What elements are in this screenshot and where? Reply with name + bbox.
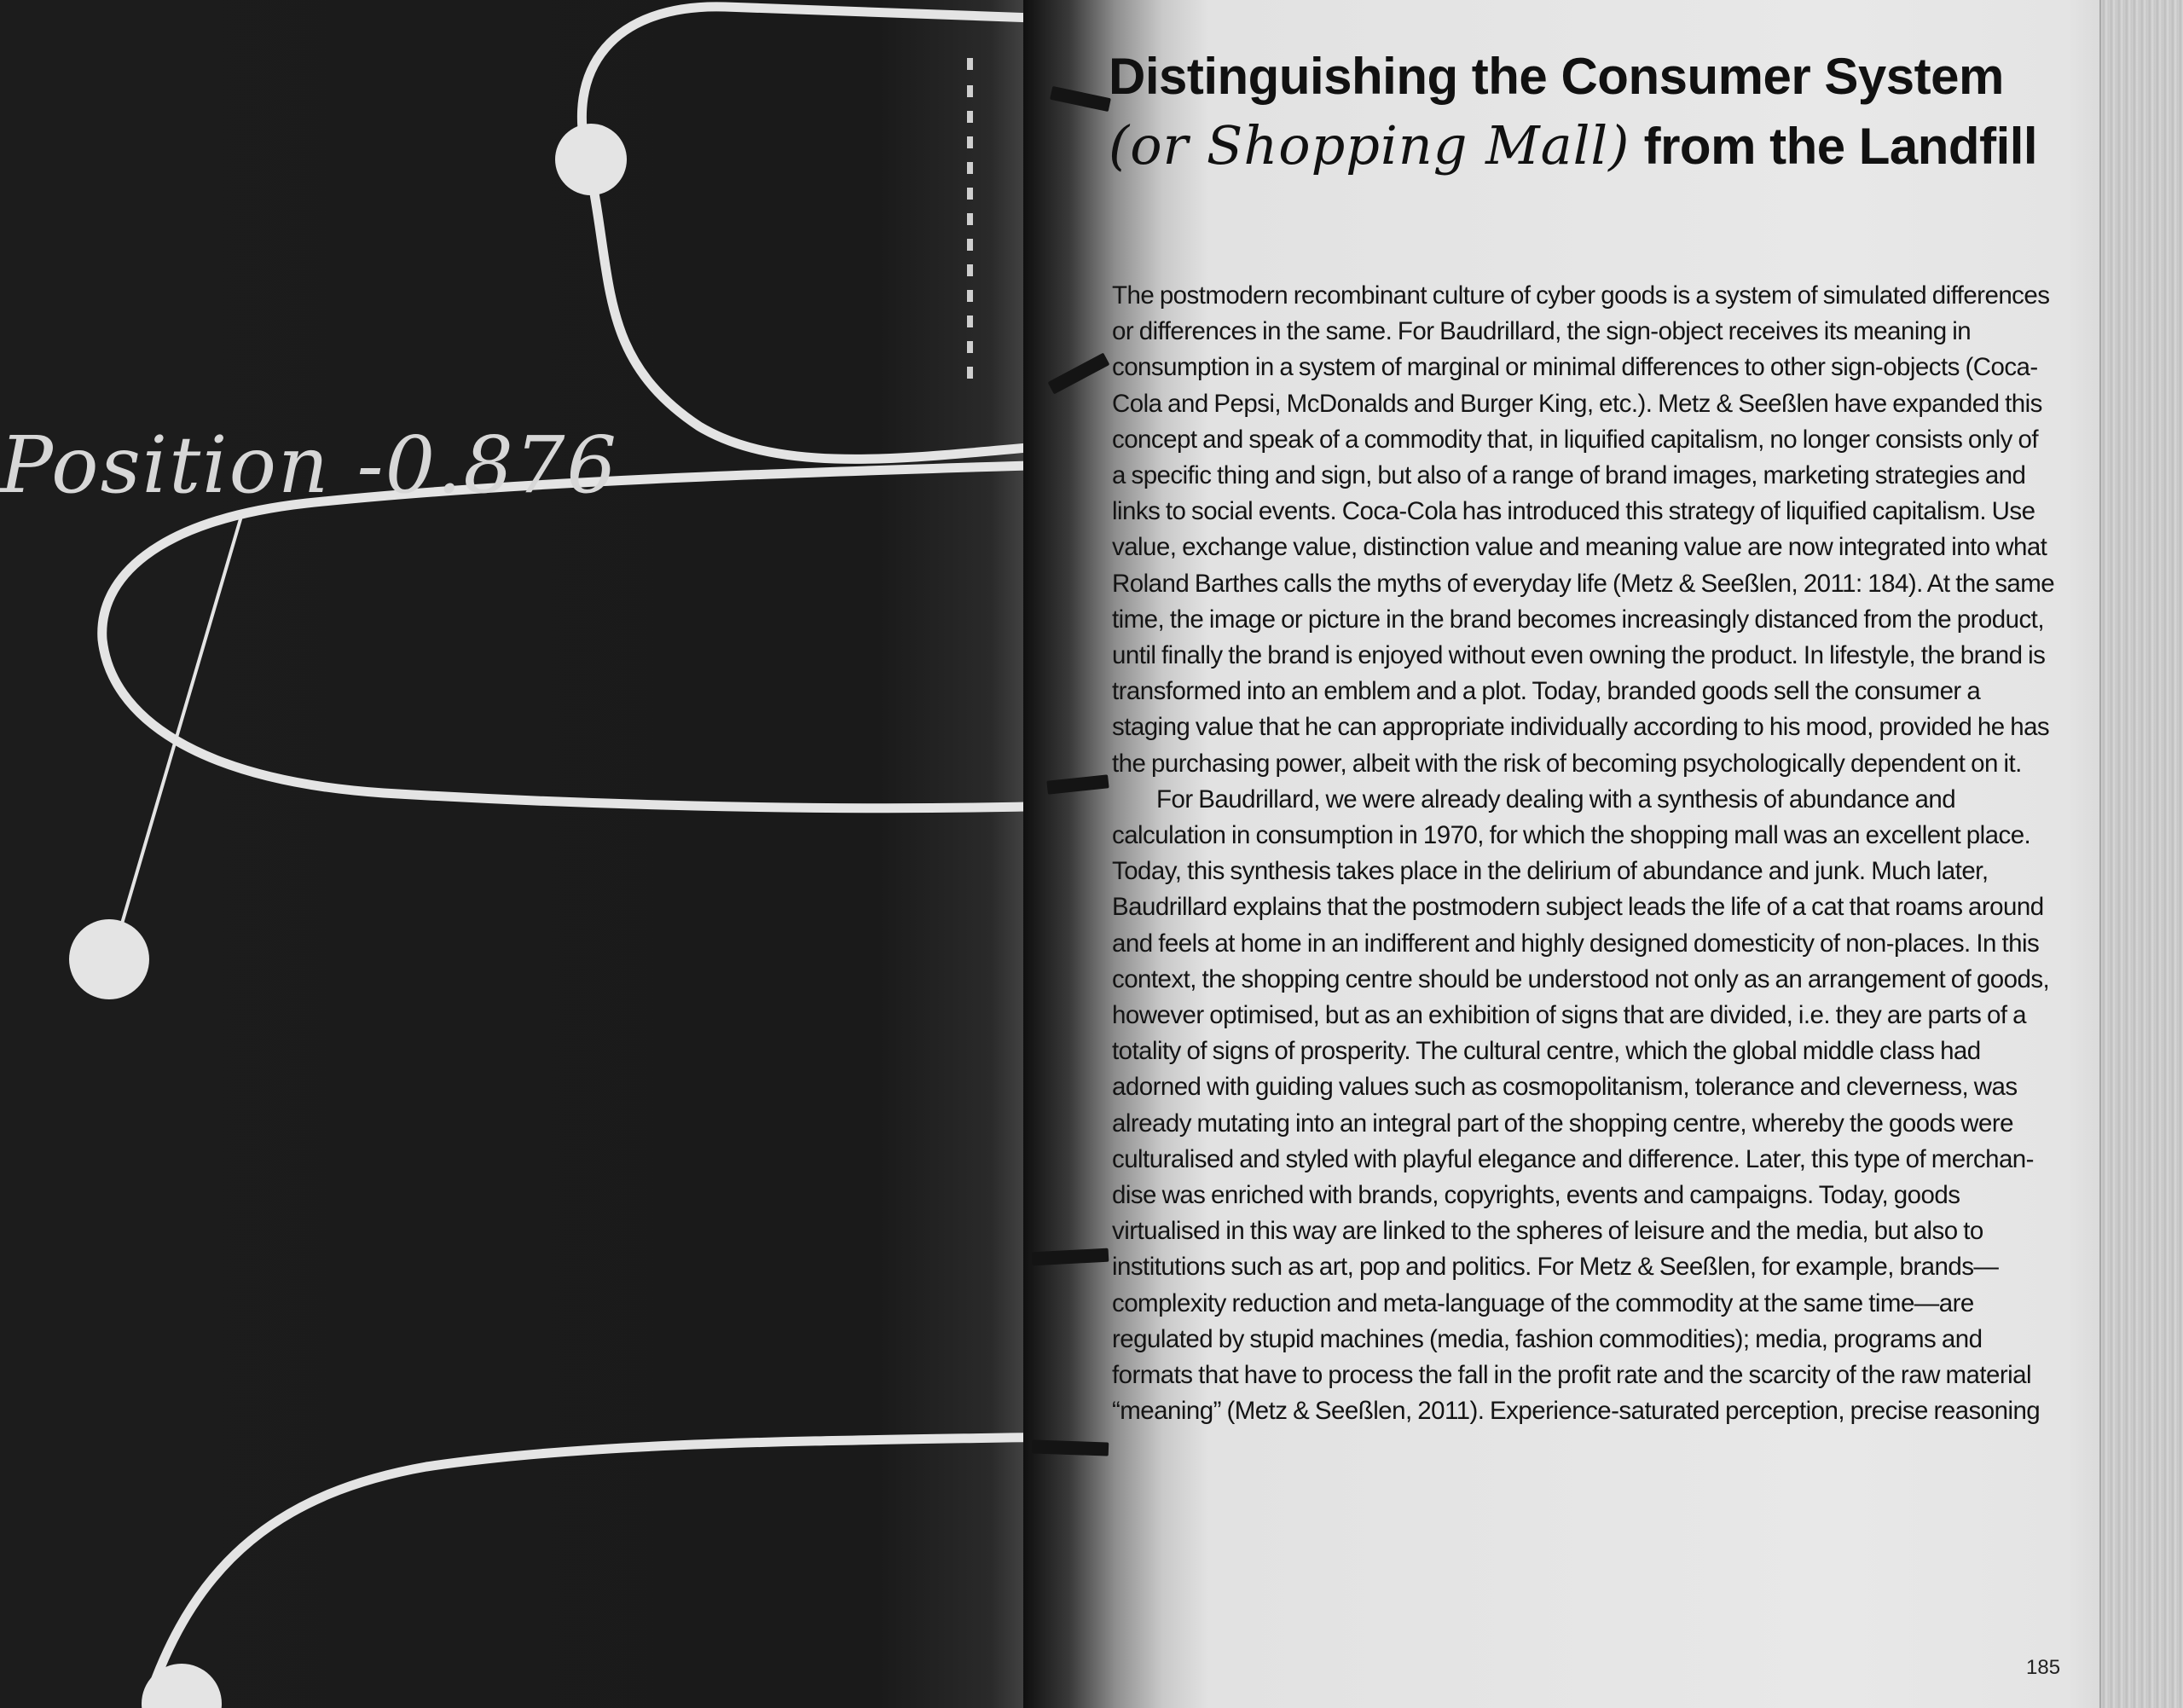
scale-tick: [967, 85, 973, 97]
scale-tick: [967, 188, 973, 200]
paragraph: For Baudrillard, we were already dealing with a synthesis of abundance and calculation in consumption in 1970, for which the shopping mall was an excellent place. Today, this synthesis takes place in the delirium of abundance and junk. Much later, Baudrillard explains that the postmodern subject leads the life of a cat that roams around and feels at home in an indifferent and highly designed domesticity of non-places. In this context, the shopping centre should be understood not only as an arrangement of goods, however optimised, but as an exhibition of signs that are divided, i.e. they are parts of a totality of signs of prosperity. The cultural centre, which the global middle class had adorned with guiding values such as cosmopolitanism, tolerance and cleverness, was already mutating into an integral part of the shopping centre, whereby the goods were culturalised and styled with playful elegance and difference. Later, this type of merchan-dise was enriched with brands, copyrights, events and campaigns. Today, goods virtualised in this way are linked to the spheres of leisure and the media, but also to institutions such as art, pop and politics. For Metz & Seeßlen, for example, brands—complexity reduction and meta-language of the commodity at the same time—are regulated by stupid machines (media, fashion commodities); media, programs and formats that have to process the fall in the profit rate and the scarcity of the raw material “meaning” (Metz & Seeßlen, 2011). Experience-saturated perception, precise reasoning: [1112, 785, 2050, 1426]
page-edge-stack: [2099, 0, 2183, 1708]
body-text: [1112, 278, 2057, 1430]
chapter-heading: [1109, 44, 2098, 191]
heading-line-2-text: from the Landfill: [1630, 118, 2038, 175]
curve-node-top: [555, 124, 627, 195]
paragraph: The postmodern recombinant culture of cyber goods is a system of simulated differences or differences in the same. For Baudrillard, the sign-object receives its meaning in consumption in a system of marginal or minimal differences to other sign-objects (Coca-Cola and Pepsi, McDonalds and Burger King, etc.). Metz & Seeßlen have expanded this concept and speak of a commodity that, in liquified capitalism, no longer consists only of a specific thing and sign, but also of a range of brand images, marketing strategies and links to social events. Coca-Cola has introduced this strategy of liquified capitalism. Use value, exchange value, distinction value and meaning value are now integrated into what Roland Barthes calls the myths of everyday life (Metz & Seeßlen, 2011: 184). At the same time, the image or picture in the brand becomes increasingly distanced from the product, until finally the brand is enjoyed without even owning the product. In lifestyle, the brand is transformed into an emblem and a plot. Today, branded goods sell the consumer a staging value that he can appropriate individually according to his mood, provided he has the purchasing power, albeit with the risk of becoming psychologically dependent on it.: [1112, 281, 2055, 778]
scale-tick: [967, 290, 973, 302]
heading-line-1: Distinguishing the Consumer System: [1109, 48, 2004, 105]
scale-tick: [967, 162, 973, 174]
scale-tick: [967, 213, 973, 225]
curve-node-bottom: [142, 1664, 222, 1708]
position-label: Position -0.876: [0, 420, 618, 511]
label-leader-line: [118, 513, 242, 938]
scale-tick: [967, 136, 973, 148]
curve-middle-loop: [102, 465, 1057, 808]
scale-tick: [967, 367, 973, 379]
scale-tick: [967, 111, 973, 123]
curve-top-loop: [582, 7, 1057, 460]
scale-tick: [967, 264, 973, 276]
curve-node-middle: [69, 919, 149, 999]
scale-tick: [967, 239, 973, 251]
scale-tick: [967, 316, 973, 327]
curve-continuation-mark: [1032, 1439, 1109, 1456]
heading-line-2: [1109, 109, 2098, 191]
page-number: 185: [2026, 1656, 2061, 1679]
scale-tick: [967, 58, 973, 70]
curve-bottom-arc: [149, 1437, 1057, 1697]
heading-script-text: (or Shopping Mall): [1109, 114, 1630, 177]
scale-tick: [967, 341, 973, 353]
